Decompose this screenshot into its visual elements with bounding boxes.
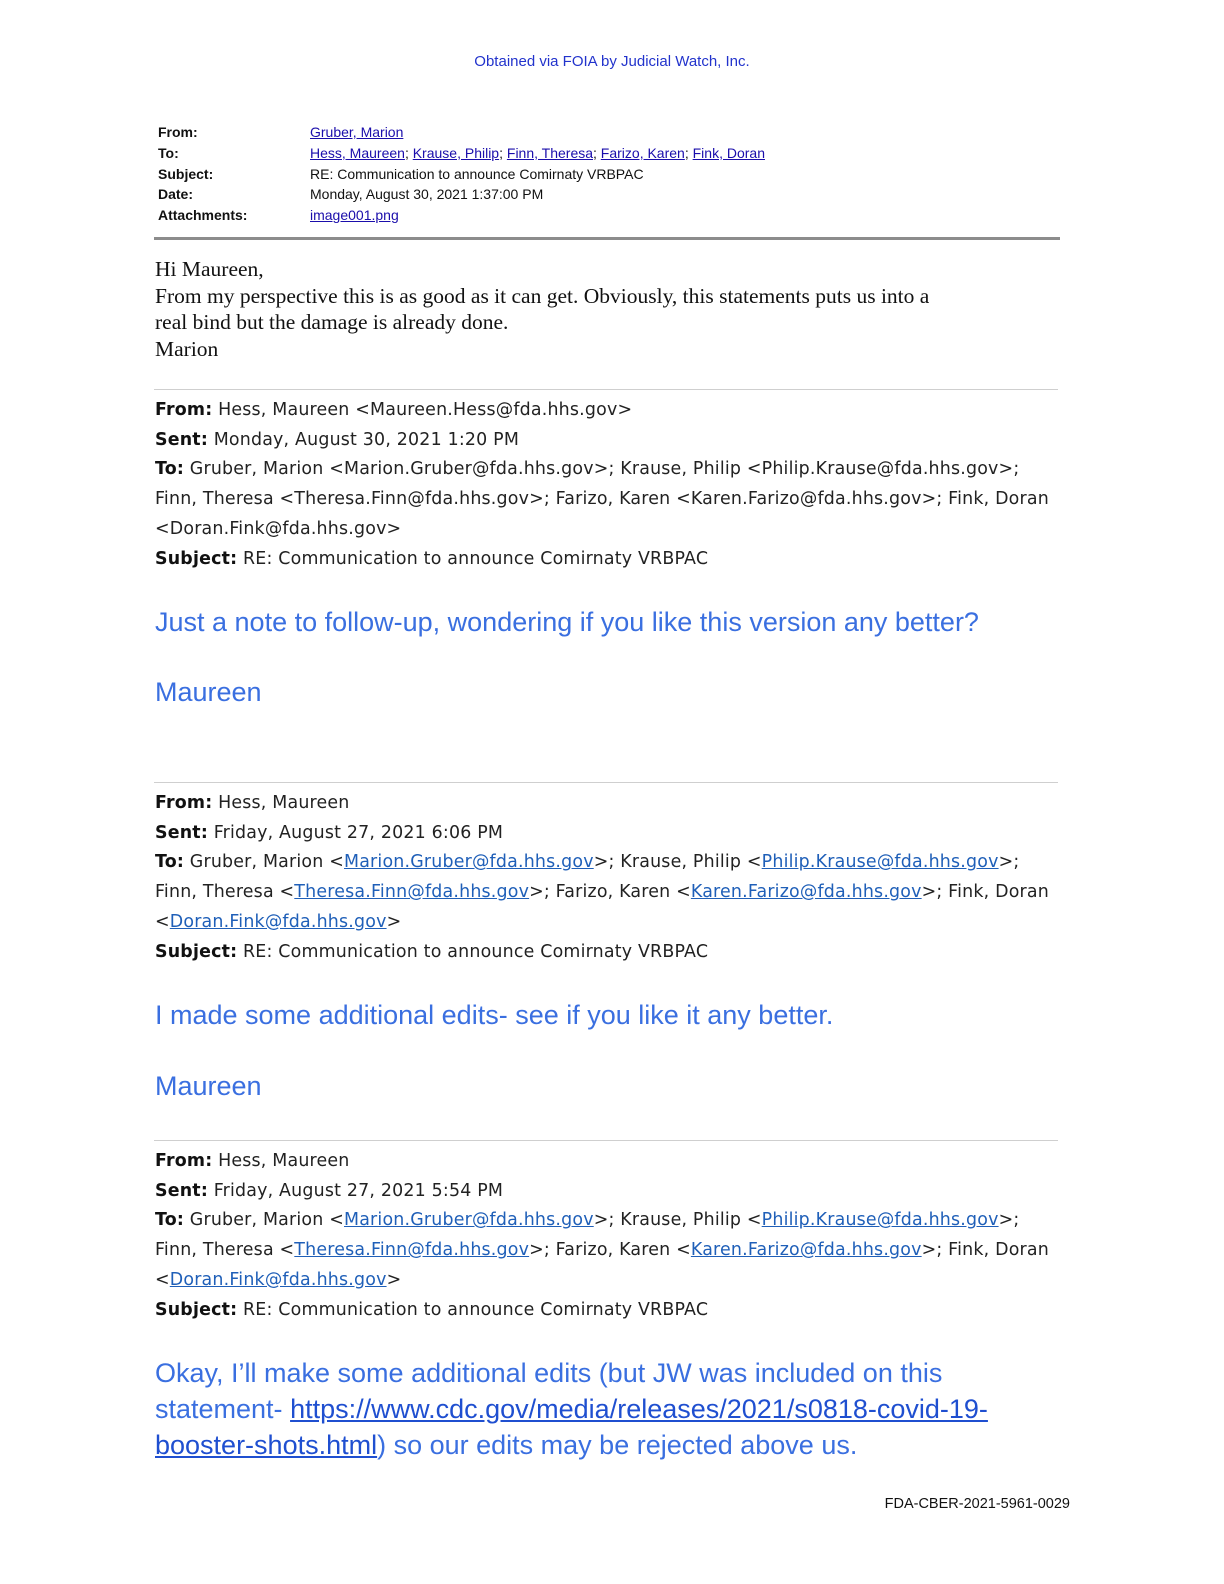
- message-2-signature: Maureen: [155, 1071, 262, 1101]
- header-to-row: [158, 143, 765, 164]
- header-to-sep: ;: [404, 144, 409, 161]
- reply-text-line: real bind but the damage is already done.: [155, 310, 509, 335]
- to-label: To:: [155, 1210, 185, 1231]
- to-label: To:: [155, 459, 185, 480]
- to-text: <: [155, 911, 170, 932]
- header-from-row: [158, 122, 765, 143]
- subject-label: Subject:: [155, 941, 238, 962]
- header-to-link-fink[interactable]: Fink, Doran: [692, 144, 765, 161]
- header-to-sep: ;: [499, 144, 503, 161]
- header-to-link-farizo[interactable]: Farizo, Karen: [600, 144, 685, 161]
- message-divider: [154, 782, 1058, 783]
- reply-body: [155, 256, 1055, 362]
- email-link-gruber[interactable]: Marion.Gruber@fda.hhs.gov: [344, 852, 594, 873]
- to-text: >; Krause, Philip <: [593, 1210, 762, 1231]
- message-3-sent: Friday, August 27, 2021 5:54 PM: [207, 1180, 504, 1201]
- to-text: >;: [998, 852, 1020, 873]
- message-1-body: Just a note to follow-up, wondering if you like this version any better?: [155, 607, 979, 637]
- sent-label: Sent:: [155, 429, 208, 450]
- message-3-subject: RE: Communication to announce Comirnaty VRBPAC: [237, 1299, 709, 1320]
- to-text: >; Krause, Philip <: [593, 852, 762, 873]
- message-1-meta: [155, 396, 1049, 574]
- header-date-row: [158, 184, 765, 205]
- subject-label: Subject:: [155, 1299, 238, 1320]
- to-text: Gruber, Marion <: [184, 852, 344, 873]
- email-link-krause[interactable]: Philip.Krause@fda.hhs.gov: [761, 852, 999, 873]
- email-link-gruber[interactable]: Marion.Gruber@fda.hhs.gov: [344, 1210, 594, 1231]
- message-2-from: Hess, Maureen: [212, 793, 350, 813]
- to-text: >; Farizo, Karen <: [529, 882, 691, 903]
- header-attachments-row: [158, 205, 765, 226]
- bates-number: FDA-CBER-2021-5961-0029: [884, 1496, 1070, 1512]
- header-attachments-label: Attachments:: [158, 207, 248, 224]
- header-to-link-hess[interactable]: Hess, Maureen: [310, 144, 405, 161]
- header-from-label: From:: [158, 124, 198, 140]
- to-text: >: [386, 1269, 402, 1290]
- to-text: Gruber, Marion <: [184, 1210, 344, 1231]
- message-1-from: Hess, Maureen <Maureen.Hess@fda.hhs.gov>: [212, 400, 633, 420]
- message-2-body: I made some additional edits- see if you like it any better.: [155, 1000, 834, 1030]
- message-1-subject: RE: Communication to announce Comirnaty VRBPAC: [237, 548, 709, 569]
- email-link-krause[interactable]: Philip.Krause@fda.hhs.gov: [761, 1210, 999, 1231]
- message-2-meta: [155, 789, 1049, 967]
- message-3-body-line: Okay, I’ll make some additional edits (but JW was included on this: [155, 1358, 943, 1388]
- email-link-farizo[interactable]: Karen.Farizo@fda.hhs.gov: [690, 1240, 922, 1261]
- message-1-to: Gruber, Marion <Marion.Gruber@fda.hhs.gov>; Krause, Philip <Philip.Krause@fda.hhs.gov>;: [184, 459, 1020, 480]
- message-1-sent: Monday, August 30, 2021 1:20 PM: [207, 429, 520, 450]
- message-2-sent: Friday, August 27, 2021 6:06 PM: [207, 822, 504, 843]
- to-text: >: [386, 911, 402, 932]
- attachment-link[interactable]: image001.png: [310, 207, 399, 224]
- email-link-farizo[interactable]: Karen.Farizo@fda.hhs.gov: [690, 882, 922, 903]
- sent-label: Sent:: [155, 822, 208, 843]
- message-divider: [154, 1140, 1058, 1141]
- foia-watermark: Obtained via FOIA by Judicial Watch, Inc.: [474, 53, 750, 70]
- header-to-label: To:: [158, 144, 179, 161]
- header-to-sep: ;: [593, 144, 597, 161]
- header-to-sep: ;: [684, 144, 689, 161]
- to-text: >; Fink, Doran: [921, 1240, 1049, 1261]
- header-subject-label: Subject:: [158, 165, 214, 182]
- header-from-link[interactable]: Gruber, Marion: [310, 124, 404, 140]
- email-link-finn[interactable]: Theresa.Finn@fda.hhs.gov: [294, 882, 530, 903]
- header-subject-value: RE: Communication to announce Comirnaty VRBPAC: [310, 165, 644, 182]
- email-link-fink[interactable]: Doran.Fink@fda.hhs.gov: [169, 1269, 387, 1290]
- from-label: From:: [155, 1151, 213, 1171]
- message-2-subject: RE: Communication to announce Comirnaty VRBPAC: [237, 941, 709, 962]
- sent-label: Sent:: [155, 1180, 208, 1201]
- reply-greeting: Hi Maureen,: [155, 257, 264, 281]
- email-link-fink[interactable]: Doran.Fink@fda.hhs.gov: [169, 911, 387, 932]
- message-1-to-cont: Finn, Theresa <Theresa.Finn@fda.hhs.gov>; Farizo, Karen <Karen.Farizo@fda.hhs.gov>; Fink, Doran: [155, 489, 1049, 510]
- to-text: >; Fink, Doran: [921, 882, 1049, 903]
- to-label: To:: [155, 852, 185, 873]
- message-3-body: [155, 1355, 988, 1463]
- cdc-link-cont[interactable]: booster-shots.html: [155, 1430, 378, 1460]
- to-text: Finn, Theresa <: [155, 882, 295, 903]
- email-link-finn[interactable]: Theresa.Finn@fda.hhs.gov: [294, 1240, 530, 1261]
- message-3-meta: [155, 1147, 1049, 1325]
- message-1-to-cont: <Doran.Fink@fda.hhs.gov>: [155, 518, 402, 539]
- message-1-signature: Maureen: [155, 677, 262, 707]
- reply-text-line: From my perspective this is as good as it can get. Obviously, this statements puts us into a: [155, 283, 930, 308]
- message-3-body-text: ) so our edits may be rejected above us.: [377, 1430, 858, 1460]
- message-divider: [154, 389, 1058, 390]
- to-text: Finn, Theresa <: [155, 1240, 295, 1261]
- from-label: From:: [155, 793, 213, 813]
- email-header: [158, 122, 765, 226]
- cdc-link[interactable]: https://www.cdc.gov/media/releases/2021/s0818-covid-19-: [290, 1394, 988, 1424]
- message-3-from: Hess, Maureen: [212, 1151, 350, 1171]
- header-to-link-finn[interactable]: Finn, Theresa: [506, 144, 594, 161]
- from-label: From:: [155, 400, 213, 420]
- subject-label: Subject:: [155, 548, 238, 569]
- reply-signature: Marion: [155, 336, 219, 361]
- header-date-value: Monday, August 30, 2021 1:37:00 PM: [310, 186, 544, 203]
- message-3-body-text: statement-: [155, 1394, 291, 1424]
- header-subject-row: [158, 164, 765, 185]
- to-text: <: [155, 1269, 170, 1290]
- header-date-label: Date:: [158, 186, 194, 203]
- header-to-link-krause[interactable]: Krause, Philip: [412, 144, 500, 161]
- header-divider: [154, 237, 1060, 240]
- to-text: >; Farizo, Karen <: [529, 1240, 691, 1261]
- to-text: >;: [998, 1210, 1020, 1231]
